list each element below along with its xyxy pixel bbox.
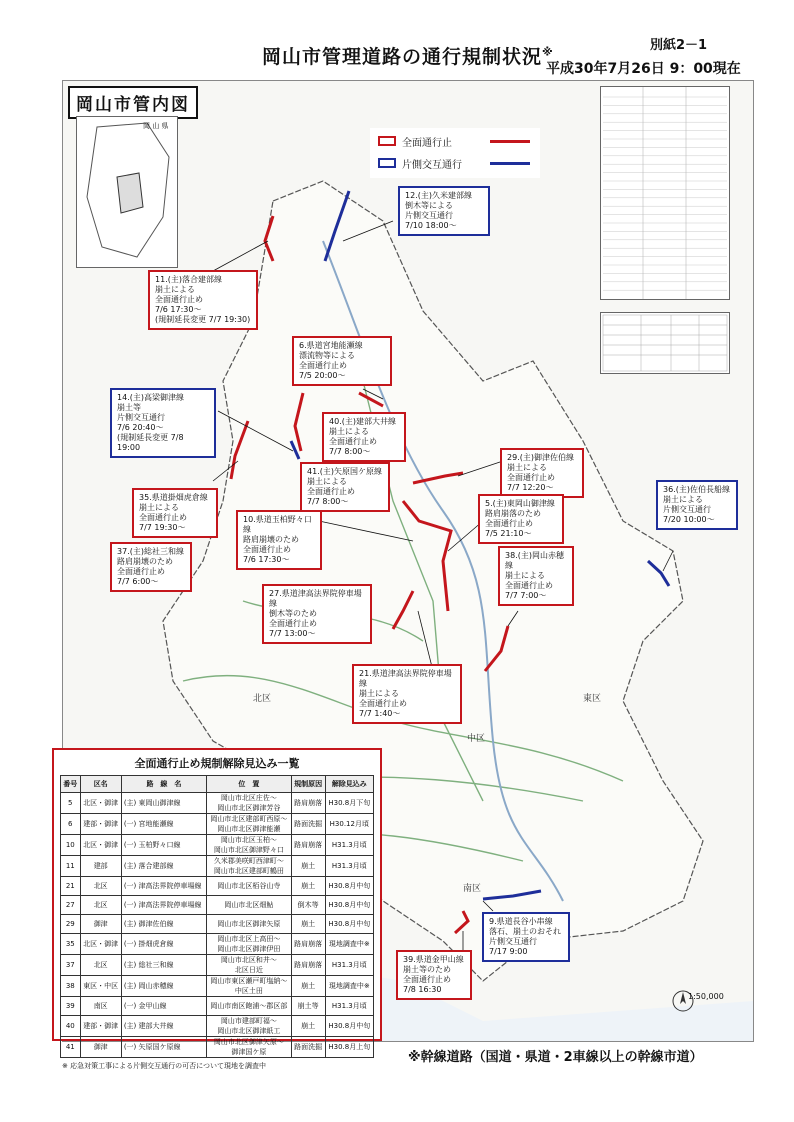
callout-route-29: 29.(主)御津佐伯線 崩土による 全面通行止め 7/7 12:20～ xyxy=(500,448,584,498)
table-row xyxy=(61,896,374,915)
table-row xyxy=(61,793,374,814)
legend-full-closure-label: 全面通行止 xyxy=(402,137,452,149)
col-ward: 区名 xyxy=(80,776,121,793)
document-title: 岡山市管理道路の通行規制状況※ xyxy=(262,45,554,68)
legend-full-closure xyxy=(378,134,452,148)
table-row xyxy=(61,997,374,1016)
row-number: 41 xyxy=(61,1037,81,1058)
callout-route-21: 21.県道津高法界院停車場線 崩土による 全面通行止め 7/7 1:40～ xyxy=(352,664,462,724)
table-row xyxy=(61,877,374,896)
callout-route-9: 9.県道長谷小串線 落石、崩土のおそれ 片側交互通行 7/17 9:00 xyxy=(482,912,570,962)
row-ward: 御津 xyxy=(80,915,121,934)
summary-header-row xyxy=(61,776,374,793)
row-cause: 路肩崩落 xyxy=(291,835,325,856)
as-of-timestamp: 平成30年7月26日 9：00現在 xyxy=(546,61,741,77)
row-cause: 崩土 xyxy=(291,915,325,934)
row-location: 岡山市北区栢谷山寺 xyxy=(207,877,292,896)
row-ward: 建部・御津 xyxy=(80,814,121,835)
callout-route-5: 5.(主)東岡山御津線 路肩崩落のため 全面通行止め 7/5 21:10～ xyxy=(478,494,564,544)
row-ward: 北区・御津 xyxy=(80,934,121,955)
row-ward: 北区・御津 xyxy=(80,793,121,814)
legend-alternating-label: 片側交互通行 xyxy=(402,159,462,171)
row-location: 久米郡美咲町西津町～ 岡山市北区建部町鶴田 xyxy=(207,856,292,877)
inset-svg xyxy=(77,117,177,267)
row-location: 岡山市北区畑鮎 xyxy=(207,896,292,915)
summary-note: ※ 応急対策工事による片側交互通行の可否について現地を調査中 xyxy=(62,1062,266,1070)
callout-route-37: 37.(主)総社三和線 路肩崩壊のため 全面通行止め 7/7 6:00～ xyxy=(110,542,192,592)
table-row xyxy=(61,915,374,934)
closure-summary-table xyxy=(60,775,374,1058)
row-number: 29 xyxy=(61,915,81,934)
row-road: (主) 東岡山御津線 xyxy=(121,793,206,814)
row-ward: 北区・御津 xyxy=(80,835,121,856)
map-scale: 1:50,000 xyxy=(688,992,724,1001)
district-label-central: 中区 xyxy=(467,734,486,744)
row-road: (一) 宮地能瀬線 xyxy=(121,814,206,835)
row-location: 岡山市北区御津矢原 xyxy=(207,915,292,934)
row-eta: H31.3月頃 xyxy=(325,997,373,1016)
attachment-label: 別紙2－1 xyxy=(650,38,708,53)
row-number: 40 xyxy=(61,1016,81,1037)
callout-route-36: 36.(主)佐伯長船線 崩土による 片側交互通行 7/20 10:00～ xyxy=(656,480,738,530)
inset-label: 岡 山 県 xyxy=(143,122,169,130)
row-cause: 崩土等 xyxy=(291,997,325,1016)
row-number: 27 xyxy=(61,896,81,915)
row-location: 岡山市東区瀬戸町塩納～ 中区土田 xyxy=(207,976,292,997)
road-length-table xyxy=(600,312,730,374)
col-number: 番号 xyxy=(61,776,81,793)
row-location: 岡山市北区上高田～ 岡山市北区御津伊田 xyxy=(207,934,292,955)
row-cause: 崩土 xyxy=(291,877,325,896)
callout-route-39: 39.県道金甲山線 崩土等のため 全面通行止め 7/8 16:30 xyxy=(396,950,472,1000)
row-location: 岡山市北区和井～ 北区日近 xyxy=(207,955,292,976)
row-number: 39 xyxy=(61,997,81,1016)
row-eta: H30.8月上旬 xyxy=(325,1037,373,1058)
row-eta: 現地調査中※ xyxy=(325,934,373,955)
row-number: 5 xyxy=(61,793,81,814)
callout-route-12: 12.(主)久米建部線 倒木等による 片側交互通行 7/10 18:00～ xyxy=(398,186,490,236)
prefecture-inset-map xyxy=(76,116,178,268)
row-number: 38 xyxy=(61,976,81,997)
district-label-south: 南区 xyxy=(463,884,482,894)
col-cause: 規制原因 xyxy=(291,776,325,793)
row-location: 岡山市北区建部町西原～ 岡山市北区御津能瀬 xyxy=(207,814,292,835)
row-cause: 路肩崩落 xyxy=(291,793,325,814)
callout-route-14: 14.(主)高梁御津線 崩土等 片側交互通行 7/6 20:40～ (規制延長変更 7/8 19:00 xyxy=(110,388,216,458)
callout-route-41: 41.(主)矢原国ケ原線 崩土による 全面通行止め 7/7 8:00～ xyxy=(300,462,390,512)
route-index-table xyxy=(600,86,730,300)
summary-body xyxy=(61,793,374,1058)
row-number: 11 xyxy=(61,856,81,877)
table-row xyxy=(61,1037,374,1058)
table-row xyxy=(61,835,374,856)
map-legend xyxy=(370,128,540,178)
row-cause: 倒木等 xyxy=(291,896,325,915)
callout-route-11: 11.(主)落合建部線 崩土による 全面通行止め 7/6 17:30～ (規制延長変更 7/7 19:30) xyxy=(148,270,258,330)
row-eta: H30.8月中旬 xyxy=(325,1016,373,1037)
row-eta: H30.8月中旬 xyxy=(325,915,373,934)
legend-alternating xyxy=(378,156,462,170)
callout-route-27: 27.県道津高法界院停車場線 倒木等のため 全面通行止め 7/7 13:00～ xyxy=(262,584,372,644)
row-ward: 御津 xyxy=(80,1037,121,1058)
row-road: (主) 建部大井線 xyxy=(121,1016,206,1037)
row-location: 岡山市北区庄佐～ 岡山市北区御津芳谷 xyxy=(207,793,292,814)
row-location: 岡山市建部町福～ 岡山市北区御津紙工 xyxy=(207,1016,292,1037)
table-row xyxy=(61,1016,374,1037)
table-row xyxy=(61,976,374,997)
row-road: (一) 掛畑虎倉線 xyxy=(121,934,206,955)
row-cause: 崩土 xyxy=(291,1016,325,1037)
row-road: (一) 津高法界院停車場線 xyxy=(121,896,206,915)
row-location: 岡山市南区飽浦～郡区部 xyxy=(207,997,292,1016)
row-ward: 北区 xyxy=(80,955,121,976)
callout-route-6: 6.県道宮地能瀬線 漂流物等による 全面通行止め 7/5 20:00～ xyxy=(292,336,392,386)
row-road: (一) 金甲山線 xyxy=(121,997,206,1016)
row-number: 21 xyxy=(61,877,81,896)
col-eta: 解除見込み xyxy=(325,776,373,793)
callout-route-40: 40.(主)建部大井線 崩土による 全面通行止め 7/7 8:00～ xyxy=(322,412,406,462)
footer-note: ※幹線道路（国道・県道・2車線以上の幹線市道） xyxy=(408,1050,703,1065)
row-ward: 建部・御津 xyxy=(80,1016,121,1037)
leader-c11 xyxy=(213,241,268,271)
row-road: (主) 落合建部線 xyxy=(121,856,206,877)
district-label-east: 東区 xyxy=(583,694,602,704)
closure-summary-panel xyxy=(52,748,382,1070)
row-road: (一) 玉柏野々口線 xyxy=(121,835,206,856)
map-heading: 岡山市管内図 xyxy=(68,86,198,119)
row-cause: 路面洗掘 xyxy=(291,814,325,835)
row-location: 岡山市北区御津矢原～ 御津国ケ原 xyxy=(207,1037,292,1058)
row-eta: H31.3月頃 xyxy=(325,955,373,976)
col-road: 路 線 名 xyxy=(121,776,206,793)
row-ward: 南区 xyxy=(80,997,121,1016)
table-row xyxy=(61,856,374,877)
row-number: 6 xyxy=(61,814,81,835)
row-ward: 東区・中区 xyxy=(80,976,121,997)
table-row xyxy=(61,955,374,976)
legend-alternating-swatch xyxy=(378,158,396,168)
legend-full-closure-line xyxy=(490,140,530,143)
legend-alternating-line xyxy=(490,162,530,165)
route-index-rows xyxy=(603,97,727,290)
callout-route-10: 10.県道玉柏野々口線 路肩崩壊のため 全面通行止め 7/6 17:30～ xyxy=(236,510,322,570)
route-index-grid xyxy=(601,87,729,299)
row-road: (主) 総社三和線 xyxy=(121,955,206,976)
row-cause: 崩土 xyxy=(291,856,325,877)
row-cause: 崩土 xyxy=(291,976,325,997)
row-ward: 北区 xyxy=(80,877,121,896)
callout-route-35: 35.県道掛畑虎倉線 崩土による 全面通行止め 7/7 19:30～ xyxy=(132,488,218,538)
row-eta: 現地調査中※ xyxy=(325,976,373,997)
col-location: 位 置 xyxy=(207,776,292,793)
summary-title: 全面通行止め規制解除見込み一覧 xyxy=(134,757,300,770)
table-row xyxy=(61,814,374,835)
district-label-north: 北区 xyxy=(253,694,272,704)
row-location: 岡山市北区玉柏～ 岡山市北区御津野々口 xyxy=(207,835,292,856)
row-eta: H30.8月中旬 xyxy=(325,896,373,915)
row-ward: 北区 xyxy=(80,896,121,915)
row-number: 37 xyxy=(61,955,81,976)
table-row xyxy=(61,934,374,955)
row-eta: H30.8月中旬 xyxy=(325,877,373,896)
row-cause: 路肩崩落 xyxy=(291,955,325,976)
row-road: (主) 岡山赤穂線 xyxy=(121,976,206,997)
callout-route-38: 38.(主)岡山赤穂線 崩土による 全面通行止め 7/7 7:00～ xyxy=(498,546,574,606)
legend-full-closure-swatch xyxy=(378,136,396,146)
row-road: (一) 矢原国ケ原線 xyxy=(121,1037,206,1058)
row-cause: 路肩崩落 xyxy=(291,934,325,955)
row-cause: 路面洗掘 xyxy=(291,1037,325,1058)
row-road: (主) 御津佐伯線 xyxy=(121,915,206,934)
row-eta: H31.3月頃 xyxy=(325,856,373,877)
row-eta: H31.3月頃 xyxy=(325,835,373,856)
row-ward: 建部 xyxy=(80,856,121,877)
road-length-grid xyxy=(601,313,729,373)
row-road: (一) 津高法界院停車場線 xyxy=(121,877,206,896)
row-number: 35 xyxy=(61,934,81,955)
row-eta: H30.12月頃 xyxy=(325,814,373,835)
row-eta: H30.8月下旬 xyxy=(325,793,373,814)
row-number: 10 xyxy=(61,835,81,856)
